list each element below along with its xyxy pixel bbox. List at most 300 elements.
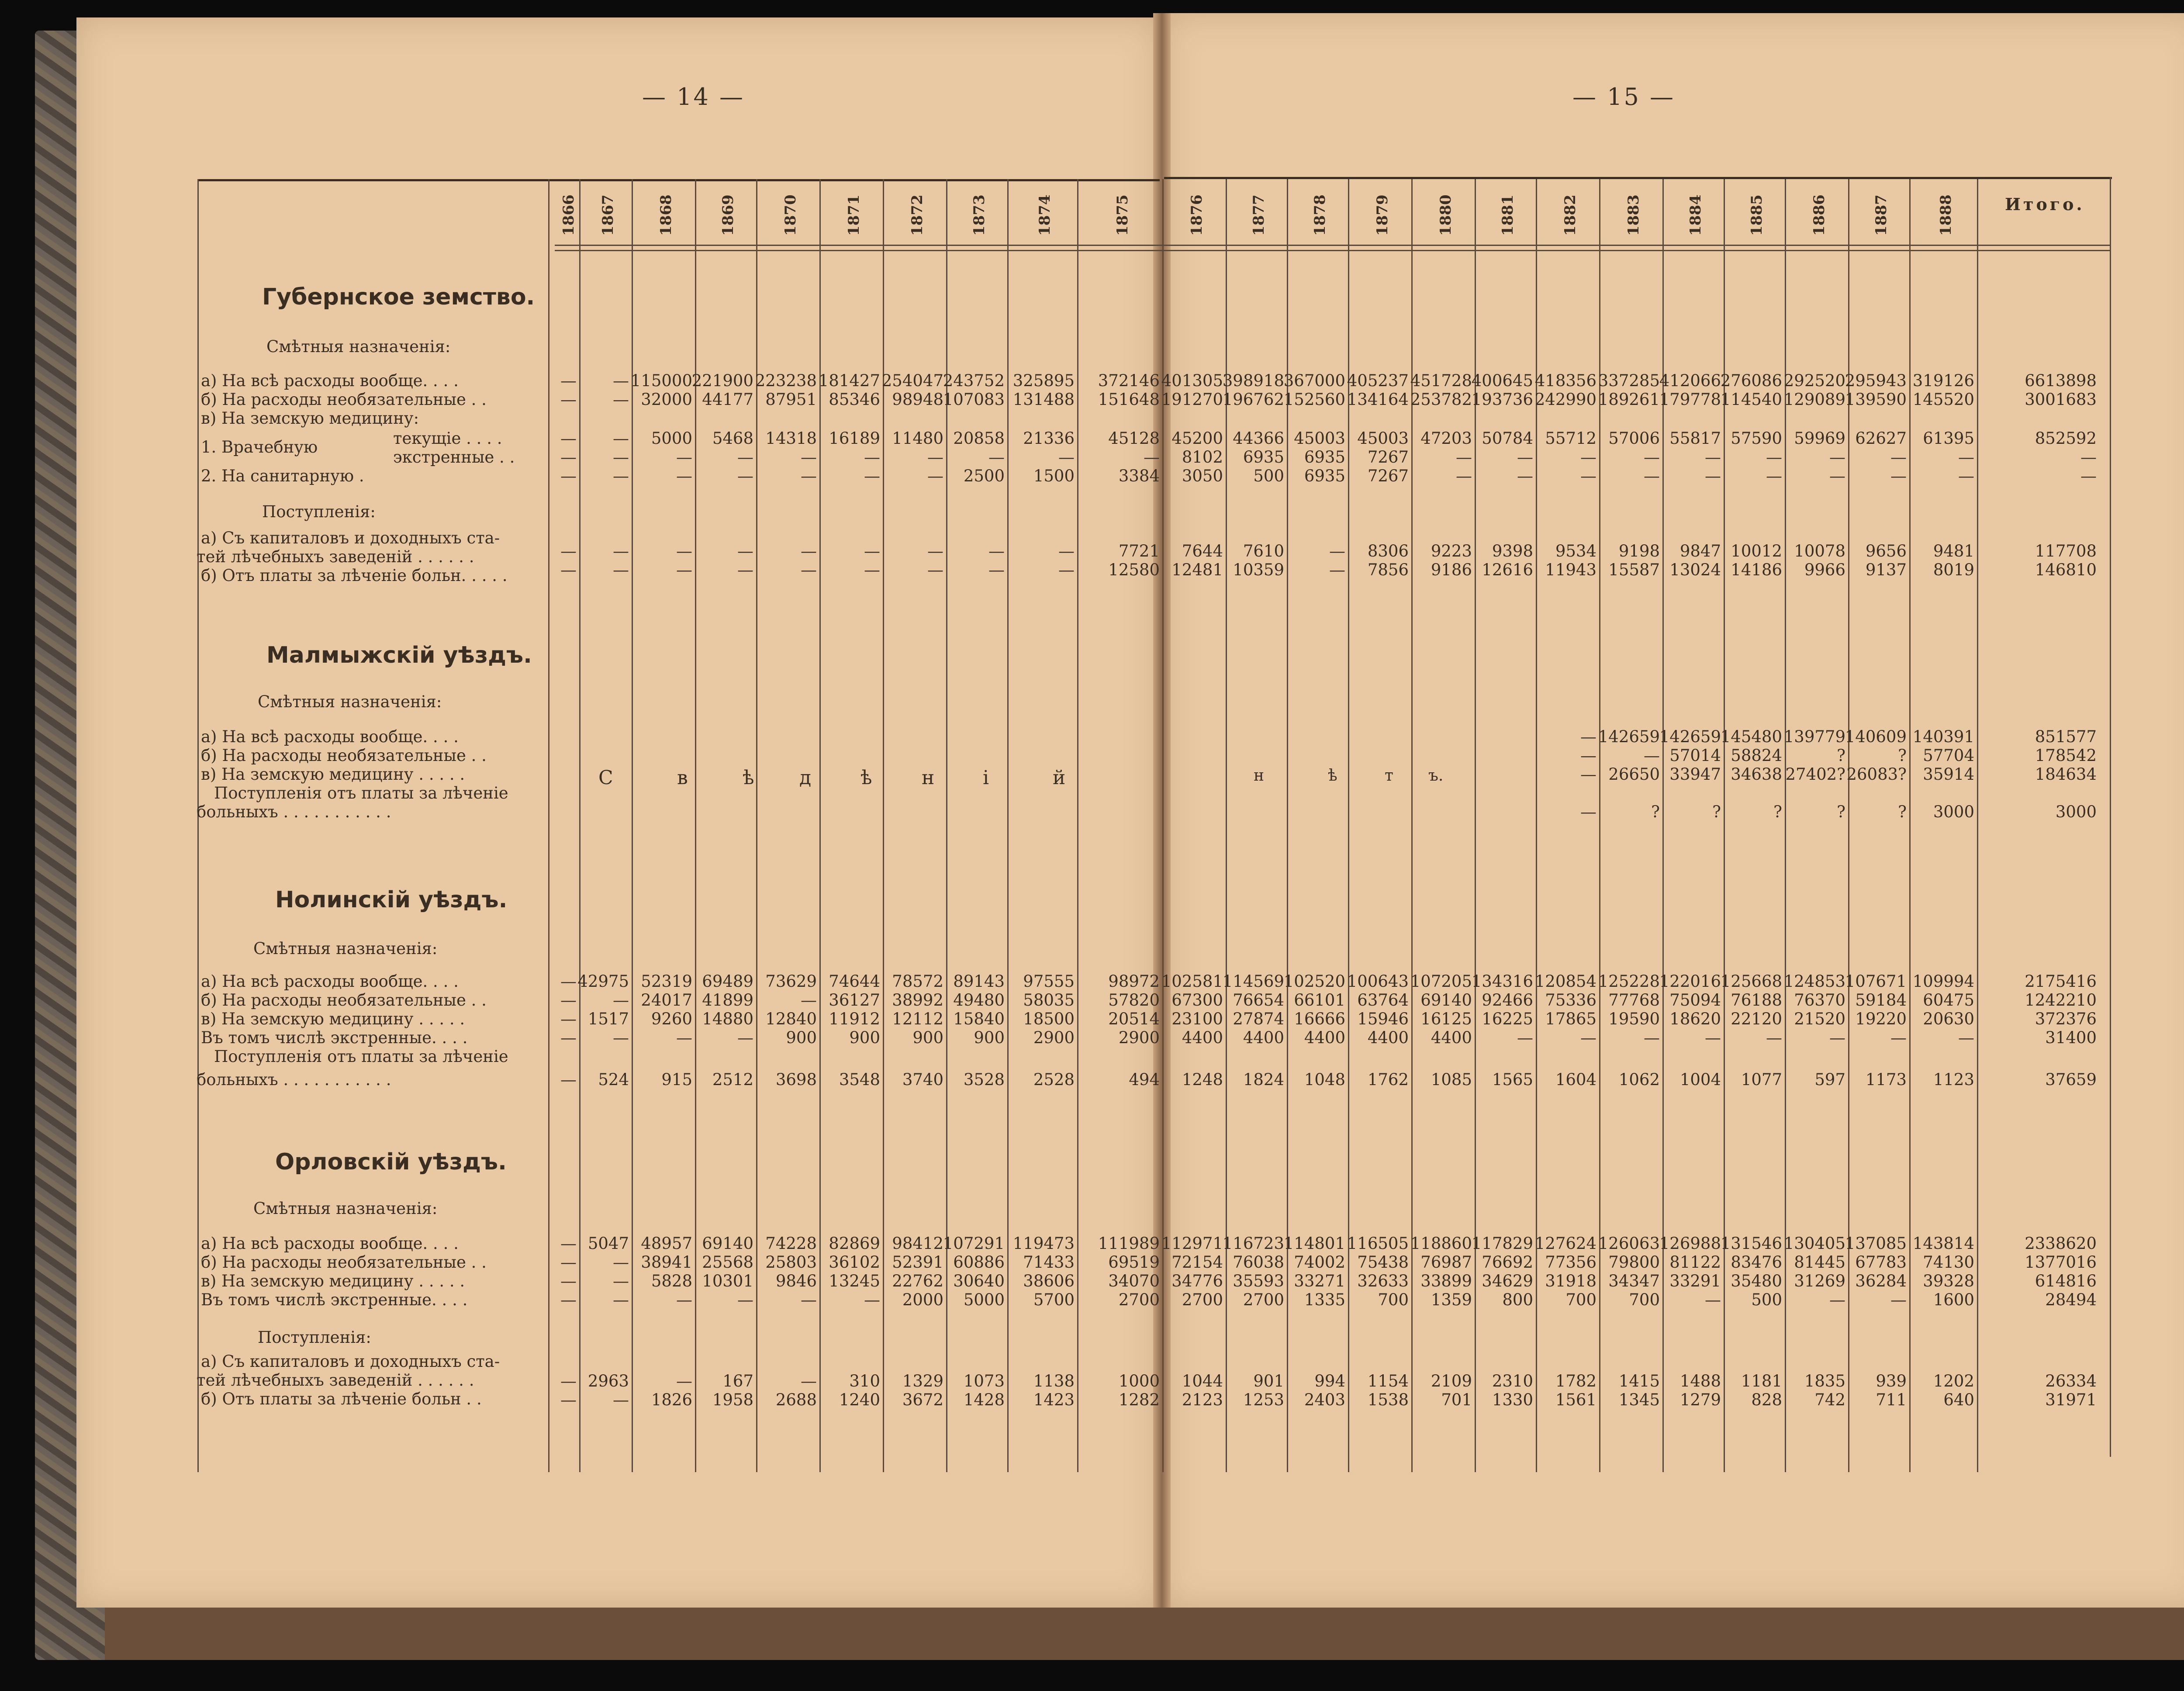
- table-cell: 34629: [1482, 1272, 1533, 1290]
- table-cell: 142659: [1598, 727, 1660, 746]
- table-cell: 67783: [1855, 1253, 1907, 1272]
- table-cell: 31400: [2045, 1028, 2097, 1047]
- row-label: а) Съ капиталовъ и доходныхъ ста-: [201, 1352, 500, 1371]
- table-cell: 76370: [1794, 991, 1845, 1010]
- table-cell: 1428: [963, 1390, 1005, 1409]
- table-cell: 31918: [1545, 1272, 1597, 1290]
- table-cell: 35480: [1731, 1272, 1782, 1290]
- table-cell: —: [613, 448, 629, 467]
- table-cell: 2700: [1182, 1290, 1223, 1309]
- row-label: в) На земскую медицину . . . . .: [201, 1272, 465, 1290]
- table-cell: —: [1705, 1028, 1721, 1047]
- table-cell: 124853: [1783, 972, 1845, 991]
- table-cell: —: [1329, 560, 1345, 579]
- table-cell: 6935: [1304, 448, 1345, 467]
- table-cell: 3672: [902, 1390, 943, 1409]
- row-label: больныхъ . . . . . . . . . . .: [197, 1070, 391, 1089]
- table-cell: 119473: [1013, 1234, 1075, 1253]
- table-cell: 142659: [1659, 727, 1721, 746]
- row-label: б) На расходы необязательные . .: [201, 991, 487, 1010]
- table-cell: 74002: [1294, 1253, 1345, 1272]
- table-cell: 20514: [1108, 1010, 1160, 1028]
- table-cell: —: [1580, 746, 1597, 765]
- table-cell: 134164: [1347, 390, 1409, 409]
- table-cell: 1000: [1118, 1372, 1160, 1390]
- row-label: тей лѣчебныхъ заведеній . . . . . .: [197, 547, 474, 566]
- table-cell: —: [613, 390, 629, 409]
- table-cell: ?: [1712, 802, 1721, 821]
- table-cell: 5000: [963, 1290, 1005, 1309]
- table-cell: 181427: [818, 371, 880, 390]
- table-cell: 45128: [1108, 429, 1160, 448]
- table-cell: 701: [1441, 1390, 1472, 1409]
- table-cell: 12481: [1171, 560, 1223, 579]
- table-cell: 118860: [1410, 1234, 1472, 1253]
- table-cell: 1248: [1182, 1070, 1223, 1089]
- table-cell: —: [988, 560, 1005, 579]
- table-cell: 12616: [1482, 560, 1533, 579]
- table-cell: 1600: [1933, 1290, 1974, 1309]
- year-header: 1882: [1561, 194, 1579, 236]
- table-cell: 319126: [1912, 371, 1974, 390]
- table-cell: 11912: [829, 1010, 880, 1028]
- table-cell: —: [1958, 467, 1974, 485]
- table-cell: 1085: [1431, 1070, 1472, 1089]
- right-page: [1164, 13, 2184, 1608]
- table-cell: —: [737, 467, 753, 485]
- table-cell: 16125: [1420, 1010, 1472, 1028]
- table-cell: —: [1456, 448, 1472, 467]
- table-cell: —: [1580, 448, 1597, 467]
- table-cell: 9186: [1431, 560, 1472, 579]
- table-cell: 1242210: [2025, 991, 2097, 1010]
- table-cell: 2688: [775, 1390, 817, 1409]
- table-cell: 74644: [829, 972, 880, 991]
- table-cell: 337285: [1598, 371, 1660, 390]
- row-label: Поступленія отъ платы за лѣченіе: [214, 1047, 508, 1066]
- table-cell: 3001683: [2025, 390, 2097, 409]
- year-header: 1878: [1311, 194, 1329, 236]
- table-cell: 1330: [1492, 1390, 1533, 1409]
- table-cell: 915: [661, 1070, 692, 1089]
- no-data-letter: ѣ: [743, 767, 754, 789]
- table-cell: —: [801, 467, 817, 485]
- brace-label-current: текущіе . . . .: [393, 429, 502, 448]
- table-cell: —: [737, 448, 753, 467]
- table-cell: 4400: [1431, 1028, 1472, 1047]
- table-cell: 69519: [1108, 1253, 1160, 1272]
- table-cell: 1240: [839, 1390, 880, 1409]
- table-cell: 1154: [1367, 1372, 1409, 1390]
- table-cell: 1500: [1033, 467, 1075, 485]
- table-cell: 139779: [1783, 727, 1845, 746]
- table-cell: —: [1766, 448, 1782, 467]
- table-cell: 76038: [1233, 1253, 1284, 1272]
- table-cell: —: [1829, 448, 1845, 467]
- table-cell: 126063: [1598, 1234, 1660, 1253]
- table-cell: 74228: [765, 1234, 817, 1253]
- table-cell: 295943: [1845, 371, 1907, 390]
- table-cell: —: [560, 991, 577, 1010]
- table-cell: 131488: [1013, 390, 1075, 409]
- table-cell: 22762: [892, 1272, 943, 1290]
- table-cell: —: [737, 1290, 753, 1309]
- table-cell: 367000: [1283, 371, 1345, 390]
- table-cell: 98412: [892, 1234, 943, 1253]
- table-cell: 700: [1629, 1290, 1660, 1309]
- table-cell: 292520: [1783, 371, 1845, 390]
- table-cell: 38606: [1023, 1272, 1075, 1290]
- table-cell: 12112: [892, 1010, 943, 1028]
- table-cell: —: [1580, 802, 1597, 821]
- table-cell: —: [2080, 448, 2097, 467]
- table-cell: 901: [1253, 1372, 1284, 1390]
- table-cell: 6935: [1243, 448, 1284, 467]
- table-cell: ?: [1651, 802, 1660, 821]
- table-cell: 1377016: [2025, 1253, 2097, 1272]
- table-cell: 107083: [943, 390, 1005, 409]
- table-cell: 9137: [1865, 560, 1907, 579]
- row-label: б) На расходы необязательные . .: [201, 746, 487, 765]
- table-cell: 16189: [829, 429, 880, 448]
- table-cell: 57704: [1923, 746, 1974, 765]
- table-cell: 5468: [712, 429, 753, 448]
- table-cell: —: [1644, 448, 1660, 467]
- year-header: 1867: [599, 194, 617, 236]
- table-cell: —: [1517, 448, 1533, 467]
- table-cell: 2338620: [2025, 1234, 2097, 1253]
- table-cell: 3528: [963, 1070, 1005, 1089]
- table-cell: —: [1890, 1028, 1907, 1047]
- table-cell: —: [737, 560, 753, 579]
- table-cell: —: [613, 1028, 629, 1047]
- row-label: а) На всѣ расходы вообще. . . .: [201, 727, 459, 746]
- table-cell: 418356: [1534, 371, 1597, 390]
- table-cell: 8102: [1182, 448, 1223, 467]
- table-cell: —: [613, 560, 629, 579]
- column-rule: [1977, 179, 1978, 1472]
- table-cell: 15946: [1357, 1010, 1409, 1028]
- table-cell: —: [1958, 448, 1974, 467]
- table-cell: 129089: [1783, 390, 1845, 409]
- row-label: б) На расходы необязательные . .: [201, 1253, 487, 1272]
- table-cell: 44177: [702, 390, 753, 409]
- table-cell: 1173: [1865, 1070, 1907, 1089]
- table-cell: 5700: [1033, 1290, 1075, 1309]
- table-cell: 19220: [1855, 1010, 1907, 1028]
- table-cell: 500: [1751, 1290, 1782, 1309]
- table-cell: 2109: [1431, 1372, 1472, 1390]
- table-cell: —: [801, 991, 817, 1010]
- table-cell: 73629: [765, 972, 817, 991]
- no-data-letter: і: [983, 767, 989, 789]
- header-bottom-rule-2: [555, 250, 2110, 251]
- table-cell: 9398: [1492, 542, 1533, 560]
- book-spine: [1153, 13, 1171, 1608]
- table-cell: 184634: [2035, 765, 2097, 784]
- table-cell: 109994: [1912, 972, 1974, 991]
- table-top-rule-right: [1164, 177, 2112, 179]
- table-cell: —: [560, 390, 577, 409]
- table-cell: 7610: [1243, 542, 1284, 560]
- row-label: Поступленія отъ платы за лѣченіе: [214, 784, 508, 802]
- table-cell: 9847: [1679, 542, 1721, 560]
- row-label: в) На земскую медицину:: [201, 409, 419, 428]
- table-cell: 98948: [892, 390, 943, 409]
- table-cell: ?: [1837, 802, 1845, 821]
- table-cell: 1835: [1804, 1372, 1845, 1390]
- year-header: 1883: [1624, 194, 1642, 236]
- table-cell: 69140: [1420, 991, 1472, 1010]
- table-cell: 851577: [2035, 727, 2097, 746]
- table-cell: 254047: [881, 371, 943, 390]
- table-cell: —: [613, 542, 629, 560]
- table-cell: 372146: [1098, 371, 1160, 390]
- table-cell: 69489: [702, 972, 753, 991]
- table-cell: —: [1058, 448, 1075, 467]
- table-cell: 276086: [1720, 371, 1782, 390]
- table-cell: 5000: [651, 429, 692, 448]
- table-cell: 145480: [1720, 727, 1782, 746]
- table-cell: 116505: [1347, 1234, 1409, 1253]
- table-cell: 77356: [1545, 1253, 1597, 1272]
- table-cell: —: [560, 448, 577, 467]
- table-cell: 76654: [1233, 991, 1284, 1010]
- table-cell: 77768: [1608, 991, 1660, 1010]
- table-cell: 9534: [1555, 542, 1597, 560]
- table-cell: 78572: [892, 972, 943, 991]
- table-cell: —: [1829, 1290, 1845, 1309]
- table-cell: 1826: [651, 1390, 692, 1409]
- table-cell: 243752: [943, 371, 1005, 390]
- year-header: 1871: [845, 194, 863, 236]
- table-cell: 45200: [1171, 429, 1223, 448]
- table-cell: 18500: [1023, 1010, 1075, 1028]
- table-cell: 640: [1943, 1390, 1974, 1409]
- table-cell: 1077: [1741, 1070, 1782, 1089]
- table-cell: 2963: [587, 1372, 629, 1390]
- table-cell: 115000: [630, 371, 692, 390]
- table-cell: 1048: [1304, 1070, 1345, 1089]
- table-cell: 1415: [1618, 1372, 1660, 1390]
- table-cell: 33291: [1669, 1272, 1721, 1290]
- year-header: 1869: [719, 194, 737, 236]
- table-cell: —: [1890, 448, 1907, 467]
- year-header: 1875: [1113, 194, 1131, 236]
- table-cell: 900: [912, 1028, 943, 1047]
- table-cell: 41899: [702, 991, 753, 1010]
- table-cell: 1824: [1243, 1070, 1284, 1089]
- left-frame-rule: [197, 179, 199, 1472]
- table-cell: 145520: [1912, 390, 1974, 409]
- table-cell: 30640: [953, 1272, 1005, 1290]
- table-cell: —: [927, 560, 943, 579]
- table-cell: 401305: [1161, 371, 1223, 390]
- table-cell: 117708: [2035, 542, 2097, 560]
- row-label: б) Отъ платы за лѣченіе больн. . . . .: [201, 566, 508, 585]
- table-cell: —: [676, 1372, 692, 1390]
- table-cell: 36127: [829, 991, 880, 1010]
- table-cell: —: [864, 448, 880, 467]
- table-cell: 3000: [1933, 802, 1974, 821]
- table-cell: 146810: [2035, 560, 2097, 579]
- table-cell: —: [1829, 1028, 1845, 1047]
- table-cell: —: [1890, 1290, 1907, 1309]
- table-cell: 26334: [2045, 1372, 2097, 1390]
- table-cell: 800: [1502, 1290, 1533, 1309]
- table-cell: —: [1144, 448, 1160, 467]
- table-cell: 1423: [1033, 1390, 1075, 1409]
- table-cell: 1073: [963, 1372, 1005, 1390]
- table-cell: 1359: [1431, 1290, 1472, 1309]
- table-cell: 6613898: [2025, 371, 2097, 390]
- table-cell: —: [613, 1290, 629, 1309]
- table-cell: 18620: [1669, 1010, 1721, 1028]
- table-cell: 31971: [2045, 1390, 2097, 1409]
- row-label: больныхъ . . . . . . . . . . .: [197, 802, 391, 821]
- row-label: в) На земскую медицину . . . . .: [201, 765, 465, 784]
- table-cell: 9966: [1804, 560, 1845, 579]
- table-cell: 52391: [892, 1253, 943, 1272]
- row-label: б) Отъ платы за лѣченіе больн . .: [201, 1390, 482, 1408]
- table-cell: 6935: [1304, 467, 1345, 485]
- table-cell: 112971: [1161, 1234, 1223, 1253]
- table-cell: 1202: [1933, 1372, 1974, 1390]
- table-cell: —: [988, 448, 1005, 467]
- table-cell: 23100: [1171, 1010, 1223, 1028]
- table-cell: 48957: [641, 1234, 692, 1253]
- table-cell: 38992: [892, 991, 943, 1010]
- table-cell: 242990: [1534, 390, 1597, 409]
- table-cell: 9481: [1933, 542, 1974, 560]
- table-cell: 75336: [1545, 991, 1597, 1010]
- table-cell: —: [801, 448, 817, 467]
- no-data-letter: в: [677, 767, 688, 789]
- table-cell: —: [560, 1272, 577, 1290]
- table-cell: 62627: [1855, 429, 1907, 448]
- table-cell: 89143: [953, 972, 1005, 991]
- year-header: 1876: [1188, 194, 1206, 236]
- table-cell: 134316: [1471, 972, 1533, 991]
- table-cell: —: [737, 542, 753, 560]
- stub-column-rule: [548, 179, 549, 1472]
- table-cell: 16225: [1482, 1010, 1533, 1028]
- table-cell: 76692: [1482, 1253, 1533, 1272]
- table-cell: 1517: [587, 1010, 629, 1028]
- table-cell: —: [560, 1390, 577, 1409]
- table-cell: —: [560, 1234, 577, 1253]
- table-cell: 2700: [1118, 1290, 1160, 1309]
- table-cell: —: [1890, 467, 1907, 485]
- table-cell: 1004: [1679, 1070, 1721, 1089]
- no-data-letter: С: [598, 767, 613, 789]
- table-cell: 100643: [1347, 972, 1409, 991]
- table-cell: 37659: [2045, 1070, 2097, 1089]
- table-cell: 21520: [1794, 1010, 1845, 1028]
- table-cell: 45003: [1357, 429, 1409, 448]
- table-cell: 2123: [1182, 1390, 1223, 1409]
- table-cell: 1565: [1492, 1070, 1533, 1089]
- table-cell: 179778: [1659, 390, 1721, 409]
- table-cell: 1329: [902, 1372, 943, 1390]
- table-cell: 114569: [1222, 972, 1284, 991]
- table-cell: 9198: [1618, 542, 1660, 560]
- table-cell: ?: [1898, 802, 1907, 821]
- table-cell: 4400: [1367, 1028, 1409, 1047]
- table-cell: 1253: [1243, 1390, 1284, 1409]
- table-cell: —: [1058, 542, 1075, 560]
- table-cell: 102581: [1161, 972, 1223, 991]
- subheading-estimates: Смѣтныя назначенія:: [253, 939, 438, 958]
- table-cell: 34347: [1608, 1272, 1660, 1290]
- table-cell: 81445: [1794, 1253, 1845, 1272]
- table-cell: —: [613, 1253, 629, 1272]
- table-cell: 939: [1876, 1372, 1907, 1390]
- table-cell: 22120: [1731, 1010, 1782, 1028]
- table-cell: 26650: [1608, 765, 1660, 784]
- table-cell: —: [1705, 1290, 1721, 1309]
- table-cell: 1123: [1933, 1070, 1974, 1089]
- table-cell: 71433: [1023, 1253, 1075, 1272]
- table-cell: —: [927, 467, 943, 485]
- table-cell: 34070: [1108, 1272, 1160, 1290]
- table-cell: 114801: [1283, 1234, 1345, 1253]
- no-data-letter: д: [799, 767, 812, 789]
- table-cell: 45003: [1294, 429, 1345, 448]
- table-cell: —: [1705, 467, 1721, 485]
- table-cell: —: [560, 1290, 577, 1309]
- table-cell: 36284: [1855, 1272, 1907, 1290]
- table-cell: —: [801, 1372, 817, 1390]
- table-cell: 10012: [1731, 542, 1782, 560]
- no-data-letter: т: [1385, 767, 1393, 785]
- column-rule: [1007, 179, 1009, 1472]
- table-cell: 9846: [775, 1272, 817, 1290]
- table-cell: 1488: [1679, 1372, 1721, 1390]
- table-cell: 3384: [1118, 467, 1160, 485]
- table-cell: 98972: [1108, 972, 1160, 991]
- table-cell: 221900: [691, 371, 753, 390]
- table-cell: —: [676, 467, 692, 485]
- table-cell: 49480: [953, 991, 1005, 1010]
- row-label: Въ томъ числѣ экстренные. . . .: [201, 1028, 468, 1047]
- table-cell: 87951: [765, 390, 817, 409]
- subheading-revenues: Поступленія:: [258, 1328, 371, 1347]
- table-cell: —: [1517, 1028, 1533, 1047]
- table-cell: —: [560, 467, 577, 485]
- table-cell: 8306: [1367, 542, 1409, 560]
- table-cell: —: [801, 560, 817, 579]
- table-cell: 125228: [1598, 972, 1660, 991]
- table-cell: 27402?: [1785, 765, 1845, 784]
- year-header: 1873: [971, 194, 988, 236]
- table-cell: 1762: [1367, 1070, 1409, 1089]
- no-data-letter: ѣ: [860, 767, 872, 789]
- year-header: 1874: [1036, 194, 1054, 236]
- row-label: б) На расходы необязательные . .: [201, 390, 487, 409]
- table-cell: 19590: [1608, 1010, 1660, 1028]
- table-cell: 130405: [1783, 1234, 1845, 1253]
- table-cell: —: [613, 429, 629, 448]
- table-cell: —: [1058, 560, 1075, 579]
- table-cell: —: [864, 467, 880, 485]
- table-cell: 372376: [2035, 1010, 2097, 1028]
- table-cell: 494: [1129, 1070, 1160, 1089]
- table-cell: 137085: [1845, 1234, 1907, 1253]
- year-header: 1872: [908, 194, 926, 236]
- table-cell: 167: [722, 1372, 753, 1390]
- table-cell: —: [927, 542, 943, 560]
